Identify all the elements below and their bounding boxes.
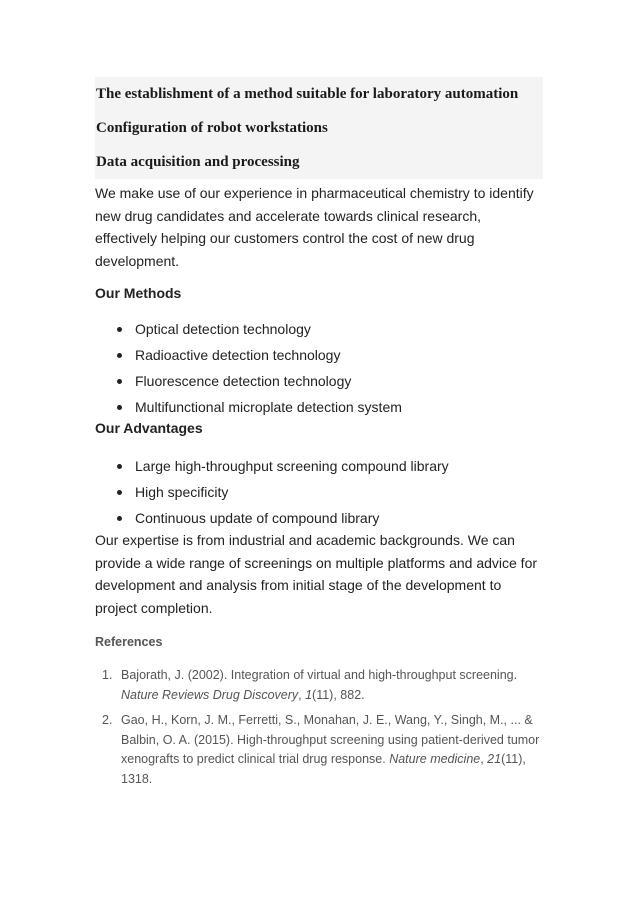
list-item: Radioactive detection technology [95, 346, 543, 372]
journal-name: Nature medicine [389, 752, 481, 766]
list-item: Large high-throughput screening compound library [95, 457, 543, 483]
list-item: Continuous update of compound library [95, 509, 543, 527]
expertise-paragraph: Our expertise is from industrial and academic backgrounds. We can provide a wide range of screenings on multiple platforms and advice for development and analysis from initial stage of the development to project completion. [95, 532, 538, 616]
heading-robot-workstations: Configuration of robot workstations [96, 120, 328, 136]
advantages-title: Our Advantages [95, 420, 203, 436]
volume: 21 [487, 752, 502, 766]
list-item: Optical detection technology [95, 320, 543, 346]
bullet-icon [117, 516, 122, 521]
reference-item: 1. Bajorath, J. (2002). Integration of virtual and high-throughput screening. Nature Reviews Drug Discovery, 1(11), 882. [102, 668, 518, 702]
heading-box [95, 77, 543, 179]
intro-paragraph: We make use of our experience in pharmaceutical chemistry to identify new drug candidates and accelerate towards clinical research, effectively helping our customers control the cost of new drug development. [95, 185, 534, 269]
journal-name: Nature Reviews Drug Discovery [121, 687, 299, 702]
references-title: References [95, 635, 163, 649]
methods-title: Our Methods [95, 285, 182, 301]
methods-list [95, 320, 543, 419]
list-item: Fluorescence detection technology [95, 372, 543, 398]
list-item: Multifunctional microplate detection system [95, 398, 543, 419]
document-page [95, 77, 543, 789]
list-item: High specificity [95, 483, 543, 509]
bullet-icon [117, 464, 122, 469]
bullet-icon [117, 405, 122, 410]
references-list [95, 666, 543, 789]
bullet-icon [117, 490, 122, 495]
bullet-icon [117, 353, 122, 358]
heading-data-acquisition: Data acquisition and processing [96, 154, 300, 170]
volume: 1 [305, 687, 313, 702]
heading-automation-method: The establishment of a method suitable for laboratory automation [96, 86, 519, 102]
bullet-icon [117, 379, 122, 384]
bullet-icon [117, 327, 122, 332]
reference-item: 2. Gao, H., Korn, J. M., Ferretti, S., Monahan, J. E., Wang, Y., Singh, M., ... & Balbin, O. A. (2015). High-throughput screening using patient-derived tumor xenografts to predict clinical trial drug response. Nature medicine, 21(11), 1318. [102, 713, 540, 786]
advantages-list [95, 457, 543, 527]
